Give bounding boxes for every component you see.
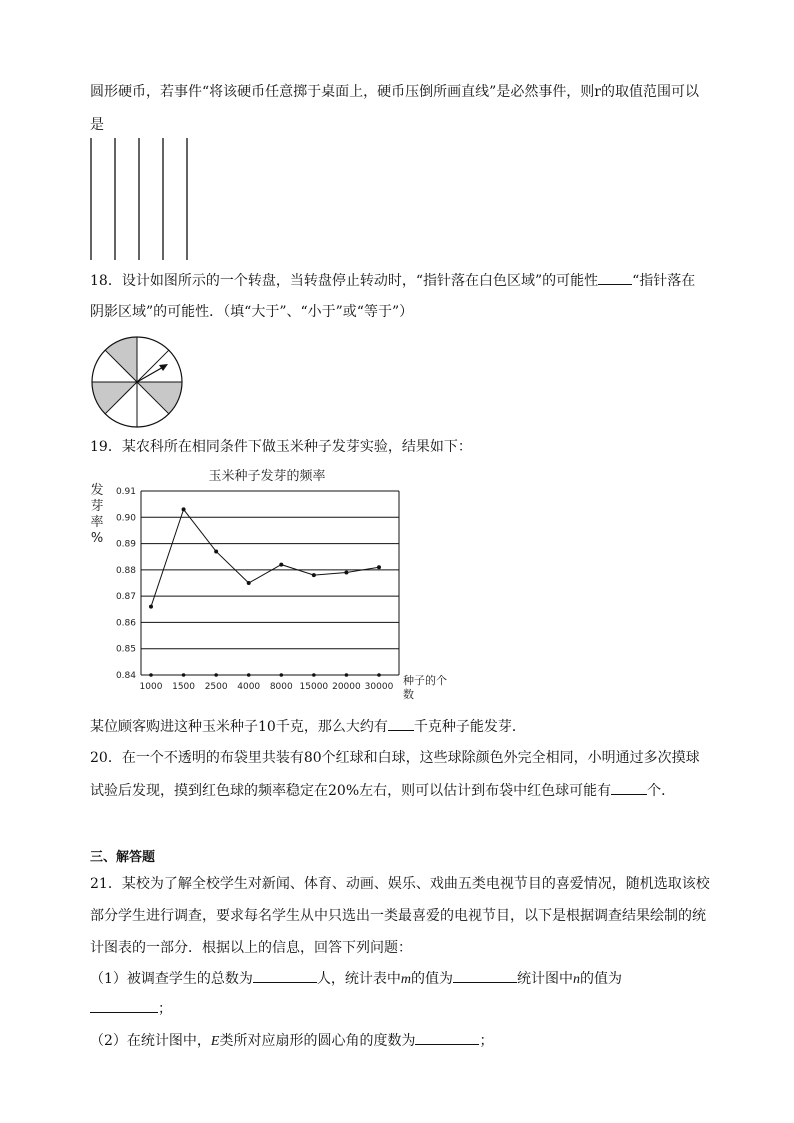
chart-x-tick-label: 2500 — [204, 682, 228, 692]
q18-answer-blank[interactable] — [598, 270, 632, 285]
chart-x-tick-label: 8000 — [269, 682, 293, 692]
chart-data-point — [214, 549, 218, 553]
q21-line-1: 21．某校为了解全校学生对新闻、体育、动画、娱乐、戏曲五类电视节目的喜爱情况，随机选取该校 — [90, 876, 710, 892]
q20-line-2 — [90, 780, 675, 801]
chart-data-point — [149, 605, 153, 609]
q20-text-b: 个． — [647, 783, 676, 799]
chart-x-axis-label-line1: 种子的个 — [403, 674, 447, 687]
chart-y-tick-label: 0.86 — [115, 618, 136, 629]
q20-answer-blank[interactable] — [611, 780, 647, 795]
q19-answer-blank[interactable] — [388, 716, 414, 731]
q21-var-m: m — [400, 972, 412, 987]
chart-data-point — [279, 563, 283, 567]
chart-x-tick-dot — [279, 673, 283, 677]
chart-y-tick-label: 0.84 — [115, 671, 136, 681]
chart-x-tick-label: 1000 — [139, 682, 163, 692]
q21-total-blank[interactable] — [253, 968, 317, 983]
chart-y-tick-label: 0.89 — [115, 539, 136, 550]
chart-x-tick-label: 1500 — [172, 682, 196, 692]
q18-text-b: “指针落在 — [632, 273, 696, 289]
q21-angle-blank[interactable] — [415, 1030, 479, 1045]
q19-question — [90, 716, 526, 737]
chart-y-tick-label: 0.85 — [115, 644, 136, 655]
chart-data-point — [182, 507, 186, 511]
q17-line-2: 是 — [90, 117, 104, 133]
chart-y-axis-label-char: % — [90, 531, 104, 546]
q20-line-1: 20．在一个不透明的布袋里共装有80个红球和白球，这些球除颜色外完全相同，小明通过多次摸球 — [90, 750, 700, 766]
q18-line-1 — [90, 270, 695, 291]
chart-data-point — [377, 565, 381, 569]
chart-y-tick-label: 0.90 — [115, 513, 136, 524]
q19-text-a: 某位顾客购进这种玉米种子10千克，那么大约有 — [90, 719, 388, 735]
chart-y-axis-label — [90, 483, 103, 546]
chart-series — [149, 507, 381, 608]
q21-n-blank[interactable] — [90, 998, 158, 1013]
q21-p1-end: ； — [158, 1001, 172, 1017]
chart-y-tick-label: 0.87 — [115, 592, 136, 603]
chart-x-tick-dot — [345, 673, 349, 677]
q21-var-n: n — [573, 972, 581, 987]
chart-x-tick-label: 30000 — [364, 682, 394, 692]
chart-x-tick-dot — [247, 673, 251, 677]
chart-x-tick-label: 20000 — [332, 682, 361, 692]
chart-y-tick-label: 0.88 — [115, 565, 136, 576]
chart-grid — [141, 491, 399, 675]
q19-text-b: 千克种子能发芽． — [413, 719, 526, 735]
spinner-shaded-sector — [105, 337, 137, 382]
chart-x-tick-dot — [214, 673, 218, 677]
chart-y-ticks — [116, 487, 136, 681]
section-title: 三、解答题 — [90, 850, 156, 865]
q18-line-2: 阴影区域”的可能性．（填“大于”、“小于”或“等于”） — [90, 304, 414, 320]
chart-x-tick-dot — [377, 673, 381, 677]
chart-data-point — [344, 570, 348, 574]
chart-x-ticks — [140, 673, 394, 692]
q21-line-2: 部分学生进行调查，要求每名学生从中只选出一类最喜爱的电视节目，以下是根据调查结果绘制的统 — [90, 908, 706, 924]
q21-var-E: E — [210, 1034, 220, 1049]
q21-p1-text-b: 人，统计表中 — [316, 971, 401, 987]
q17-line-1: 圆形硬币，若事件“将该硬币任意掷于桌面上，硬币压倒所画直线”是必然事件，则r的取值范围可以 — [90, 84, 700, 100]
q21-p2-end: ； — [479, 1033, 494, 1049]
q21-part-1-cont — [90, 998, 172, 1019]
spinner-pointer-arrowhead — [159, 364, 168, 371]
chart-y-axis-label-char: 发 — [90, 483, 104, 498]
chart-title: 玉米种子发芽的频率 — [208, 469, 326, 484]
q18-text-a: 18．设计如图所示的一个转盘，当转盘停止转动时，“指针落在白色区域”的可能性 — [90, 273, 599, 289]
germination-chart — [85, 462, 465, 704]
chart-series-line — [151, 509, 379, 606]
chart-x-tick-label: 4000 — [237, 682, 261, 692]
q21-p1-text-c: 的值为 — [411, 971, 454, 987]
q21-m-blank[interactable] — [453, 968, 517, 983]
q21-line-3: 计图表的一部分．根据以上的信息，回答下列问题： — [90, 940, 412, 956]
q21-p1-text-e: 的值为 — [580, 971, 623, 987]
q21-p2-text-b: 类所对应扇形的圆心角的度数为 — [219, 1033, 416, 1049]
spinner-shaded-sector — [92, 382, 137, 414]
chart-x-axis-label-line2: 数 — [403, 688, 414, 701]
q20-text-a: 试验后发现，摸到红色球的频率稳定在20%左右，则可以估计到布袋中红色球可能有 — [90, 783, 612, 799]
q21-p1-text-d: 统计图中 — [517, 971, 574, 987]
chart-y-axis-label-char: 率 — [90, 515, 104, 530]
q19-intro: 19．某农科所在相同条件下做玉米种子发芽实验，结果如下： — [90, 439, 472, 455]
spinner-figure — [90, 335, 186, 429]
chart-data-point — [247, 581, 251, 585]
chart-data-point — [312, 573, 316, 577]
q21-p2-text-a: （2）在统计图中， — [90, 1033, 211, 1049]
chart-x-tick-dot — [312, 673, 316, 677]
chart-x-tick-label: 15000 — [299, 682, 329, 692]
q21-part-2 — [90, 1030, 493, 1052]
chart-x-tick-dot — [182, 673, 186, 677]
q21-part-1 — [90, 968, 622, 990]
chart-y-tick-label: 0.91 — [115, 487, 136, 497]
spinner-shaded-sector — [137, 382, 182, 414]
parallel-lines-figure — [85, 136, 195, 262]
q21-p1-text-a: （1）被调查学生的总数为 — [90, 971, 253, 987]
chart-x-tick-dot — [149, 673, 153, 677]
chart-y-axis-label-char: 芽 — [90, 499, 104, 514]
